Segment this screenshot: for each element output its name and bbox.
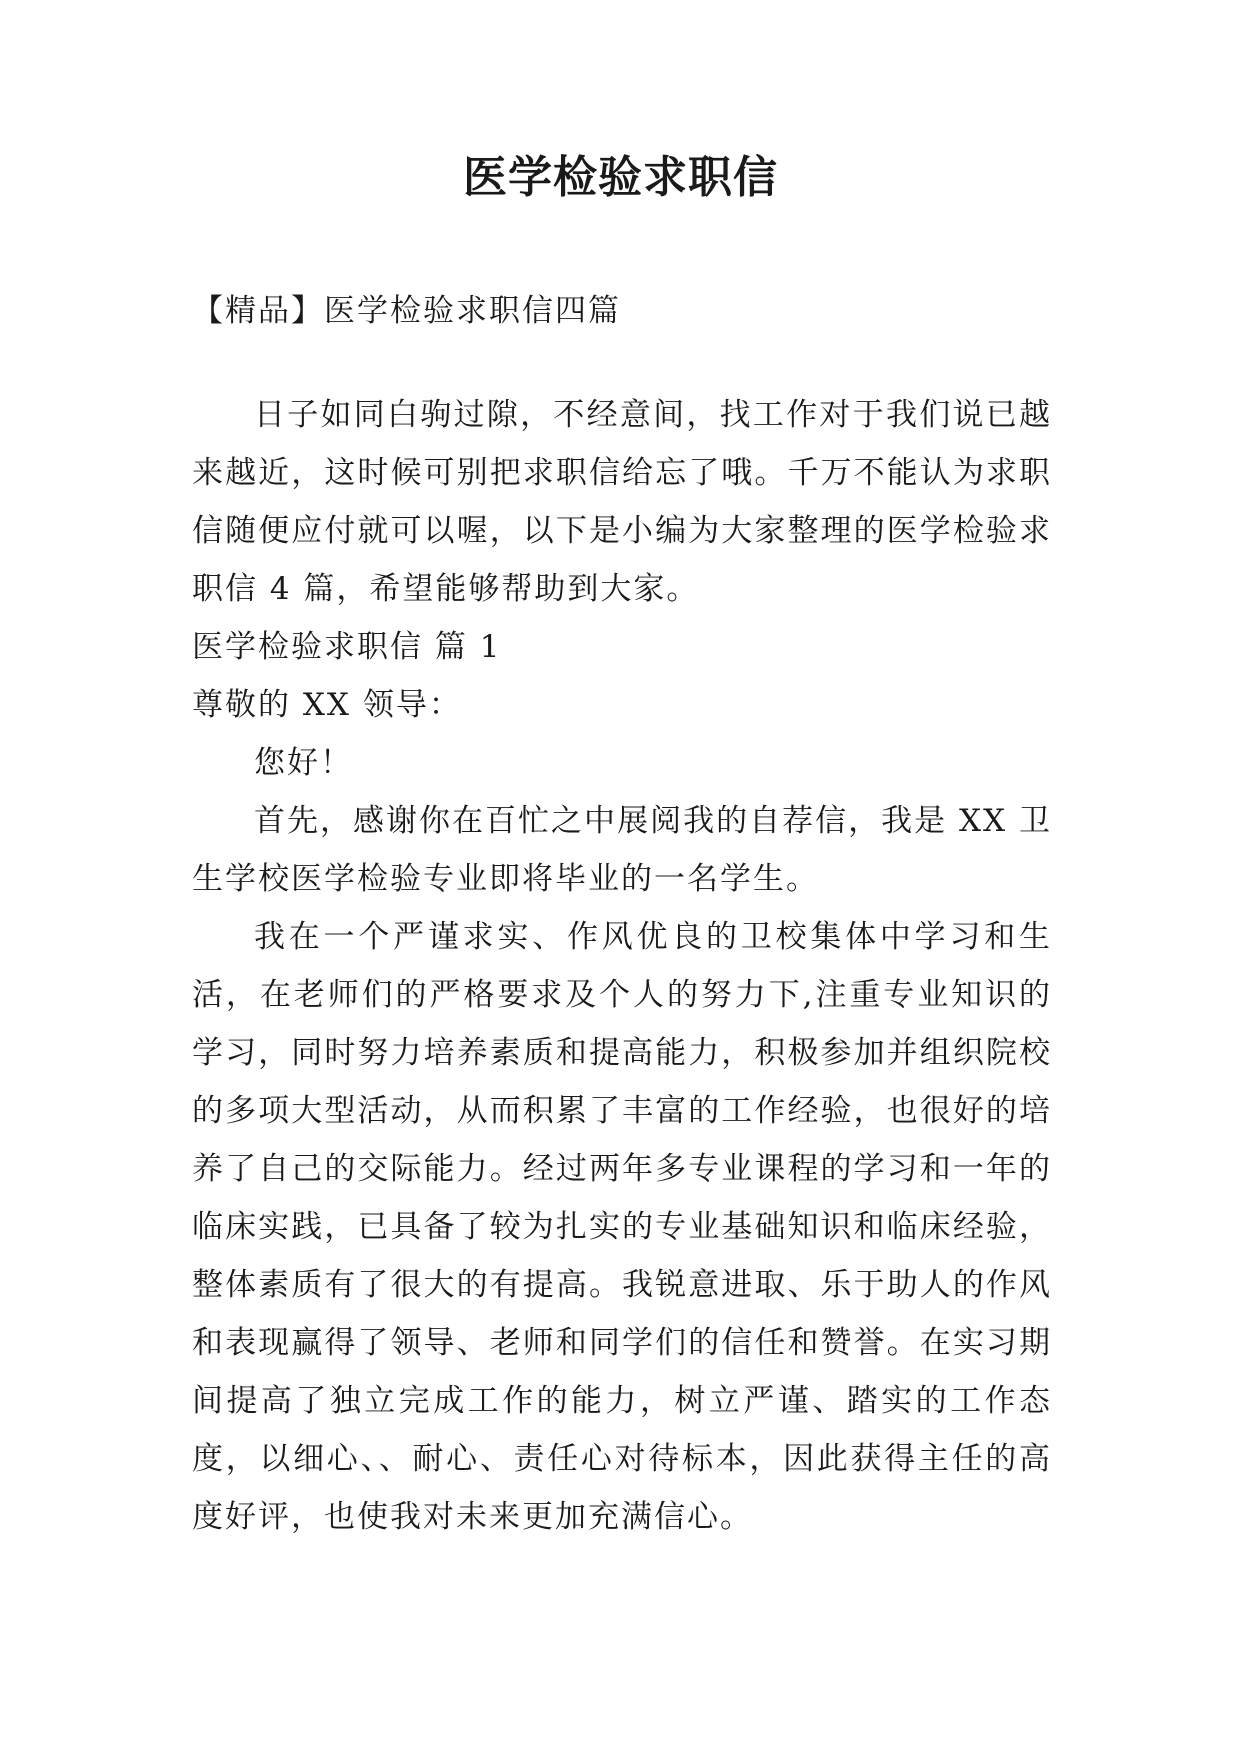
section-heading: 医学检验求职信 篇 1 [192, 629, 502, 665]
body-paragraph: 我在一个严谨求实、作风优良的卫校集体中学习和生活，在老师们的严格要求及个人的努力下,注重专业知识的学习，同时努力培养素质和提高能力，积极参加并组织院校的多项大型活动，从而积累了丰富的工作经验，也很好的培养了自己的交际能力。经过两年多专业课程的学习和一年的临床实践，已具备了较为扎实的专业基础知识和临床经验，整体素质有了很大的有提高。我锐意进取、乐于助人的作风和表现赢得了领导、老师和同学们的信任和赞誉。在实习期间提高了独立完成工作的能力，树立严谨、踏实的工作态度，以细心、、耐心、责任心对待标本，因此获得主任的高度好评，也使我对未来更加充满信心。 [192, 919, 1052, 1535]
salutation: 尊敬的 XX 领导： [192, 687, 462, 723]
body-paragraph: 首先，感谢你在百忙之中展阅我的自荐信，我是 XX 卫生学校医学检验专业即将毕业的一名学生。 [192, 803, 1052, 897]
document-title: 医学检验求职信 [463, 152, 778, 203]
document-subtitle: 【精品】医学检验求职信四篇 [192, 293, 621, 329]
greeting: 您好！ [254, 745, 353, 781]
intro-paragraph: 日子如同白驹过隙，不经意间，找工作对于我们说已越来越近，这时候可别把求职信给忘了哦。千万不能认为求职信随便应付就可以喔，以下是小编为大家整理的医学检验求职信 4 篇，希望能够帮助到大家。 [192, 397, 1052, 607]
document-body [192, 282, 1052, 1546]
